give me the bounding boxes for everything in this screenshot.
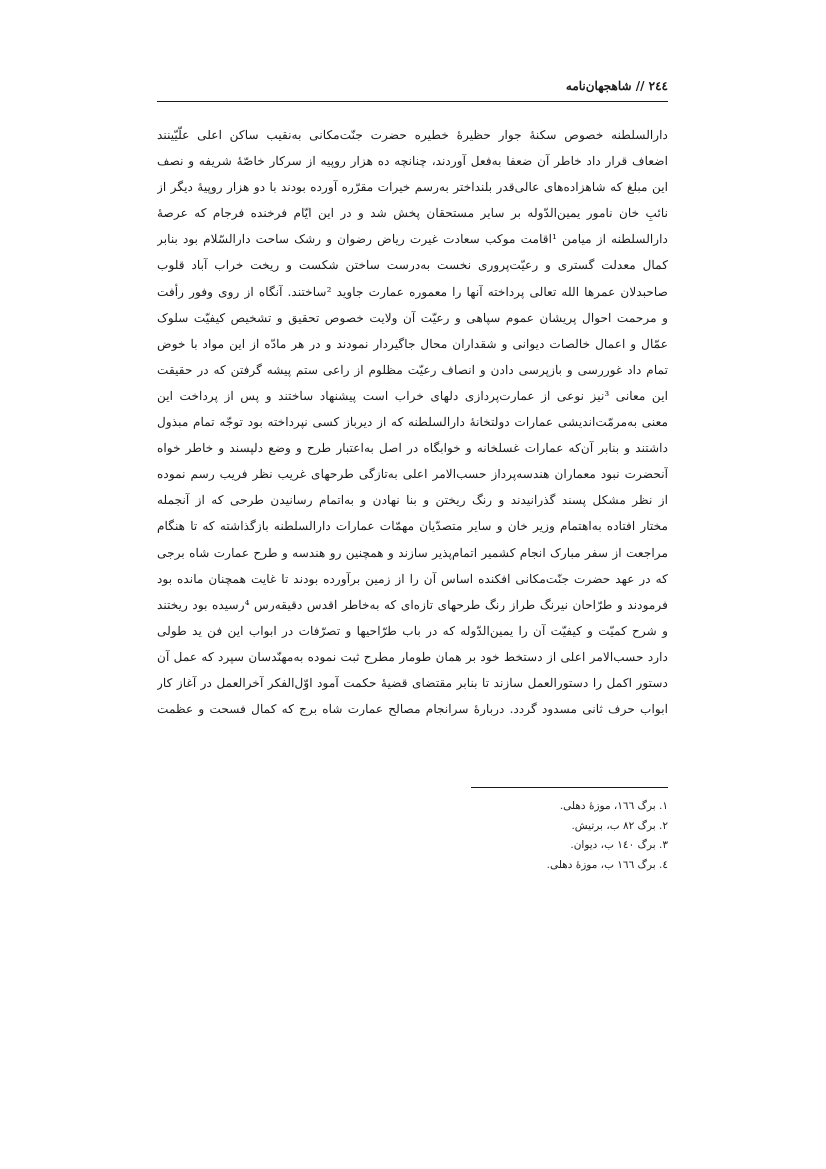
body-line: معنی به‌مرمّت‌اندیشی عمارات دولتخانهٔ دارالسلطنه که از دیرباز کسی نپرداخته بود توجّه تمام مبذول [157,415,668,430]
body-line: عمّال و اعمال خالصات دیوانی و شقداران محال جاگیردار نمودند و در هر مادّه از این مواد با خوض [157,336,668,351]
body-line: دارالسلطنه خصوص سکنهٔ جوار حظیرهٔ خطیره حضرت جنّت‌مکانی به‌نقیب ساکن اعلی علّیّینند [157,128,668,142]
body-line: اضعاف قرار داد خاطر آن ضعفا به‌فعل آوردند، چنانچه ده هزار روپیه از سرکار خاصّهٔ شریفه و نصف [157,154,668,169]
body-line: کمال معدلت گستری و رعیّت‌پروری نخست به‌درست ساختن شکست و ریخت خراب آباد قلوب [157,258,668,273]
footnote: ٤. برگ ١٦٦ ب، موزهٔ دهلی. [546,858,668,871]
body-line: مختار افتاده به‌اهتمام وزیر خان و سایر متصدّیان مهمّات عمارات دارالسلطنه بازگذاشته که تا هنگام [157,519,668,534]
footnote: ١. برگ ١٦٦، موزهٔ دهلی. [559,800,668,812]
body-line: داشتند و بنابر آن‌که عمارات غسلخانه و خوابگاه در اصل به‌اعتبار طرح و وضع دلپسند و خاطر خواه [157,441,668,456]
footnote: ٣. برگ ١٤٠ ب، دیوان. [570,839,668,851]
body-line: مراجعت از سفر مبارک انجام کشمیر اتمام‌پذیر سازند و همچنین رو هندسه و طرح عمارت شاه برجی [157,545,668,560]
body-line: تمام داد غوررسی و بازپرسی دادن و انصاف رعیّت مظلوم از راعی ستم پیشه گرفتن که در حقیقت [157,362,668,377]
body-line: که در عهد حضرت جنّت‌مکانی افکنده اساس آن را از زمین برآورده بودند تا غایت همچنان مانده بود [157,571,668,586]
body-line: این مبلغ که شاهزاده‌های عالی‌قدر بلنداختر به‌رسم خیرات مقرّره آورده بودند با دو هزار روپیهٔ دیگر از [157,180,668,195]
body-line: نائبِ خان نامور یمین‌الدّوله بر سایر مستحقان پخش شد و در این ایّام فرخنده فرجام که عرصهٔ [157,206,668,221]
body-line: این معانی ³نیز نوعی از عمارت‌پردازی دلهای خراب است پیشنهاد ساختند و پس از پرداخت این [157,388,668,403]
footnote: ٢. برگ ٨٢ ب، برتیش. [571,819,668,832]
running-head: ٢٤٤ // شاهجهان‌نامه [565,79,668,93]
body-line: ابواب حرف ثانی مسدود گردد. دربارهٔ سرانجام مصالح عمارت شاه برج که کمال فسحت و عظمت [157,702,668,717]
header-rule [157,101,668,102]
body-line: دستور اکمل را دستورالعمل سازند تا بنابر مقتضای قضیهٔ حکمت آمود اوّل‌الفکر آخرالعمل در آغاز کار [157,675,668,690]
body-line: و مرحمت احوال پریشان عموم سپاهی و رعیّت آن ولایت خصوص تحقیق و تشخیص کیفیّت سلوک [157,310,668,325]
body-text [157,122,668,722]
body-line: و شرح کمیّت و کیفیّت آن را یمین‌الدّوله که در باب طرّاحیها و تصرّفات در ابواب این فن ید طولی [157,623,668,638]
body-line: دارالسلطنه از میامن ¹اقامت موکب سعادت غیرت ریاض رضوان و رشک ساحت دارالسّلام بود بنابر [157,232,668,247]
body-line: فرمودند و طرّاحان نیرنگ طراز رنگ طرحهای تازه‌ای که به‌خاطر اقدس دقیقه‌رس ⁴رسیده بود ریختند [157,597,668,612]
body-line: دارد حسب‌الامر اعلی از دستخط خود بر همان طومار مطرح ثبت نموده به‌مهنّدسان سپرد که عمل آن [157,649,668,664]
body-line: صاحبدلان عمرها الله تعالی پرداخته آنها را معموره عمارت جاوید ²ساختند. آنگاه از روی وفور رأفت [157,284,668,299]
footnote-rule [471,787,668,788]
body-line: آنحضرت نبود معماران هندسه‌پرداز حسب‌الامر اعلی به‌تازگی طرحهای غریب نظر فریب رسم نموده [157,467,668,482]
body-line: از نظر مشکل پسند گذرانیدند و رنگ ریختن و بنا نهادن و به‌اتمام رسانیدن طرحی که از آنجمله [157,493,668,508]
footnotes [470,797,668,875]
